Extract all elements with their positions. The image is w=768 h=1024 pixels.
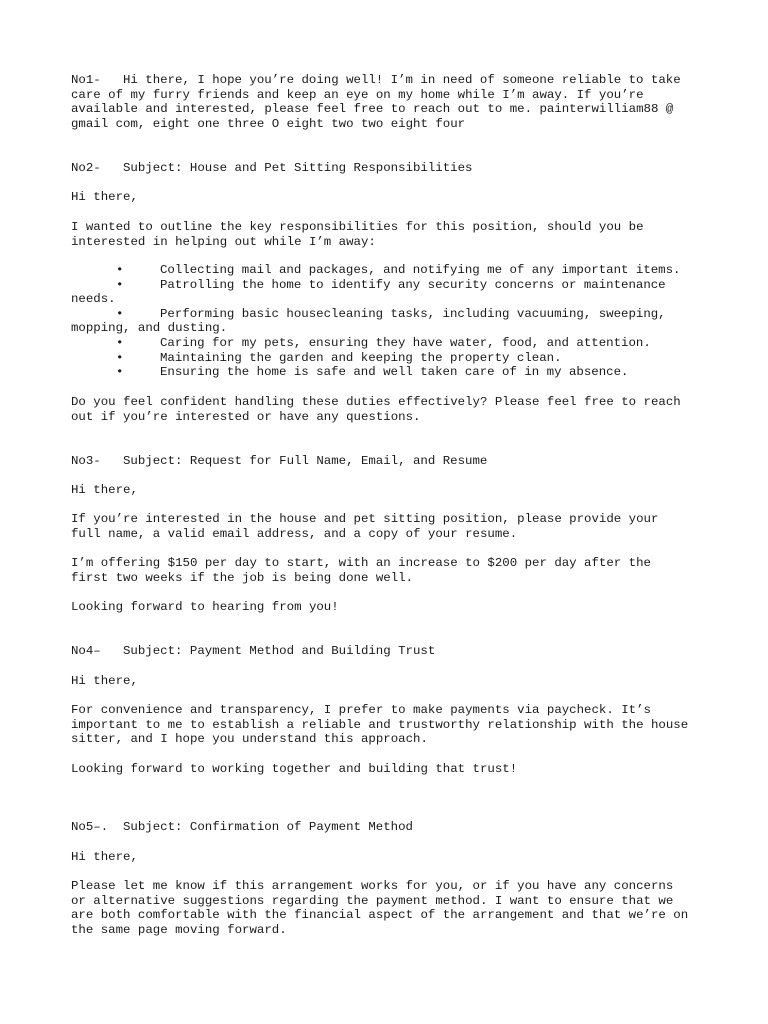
message-text-line: care of my furry friends and keep an eye on my home while I’m away. If you’re: [71, 87, 644, 102]
message-subject: Subject: Confirmation of Payment Method: [123, 820, 413, 834]
bullet-icon: •: [116, 277, 124, 292]
message-1: [71, 73, 711, 88]
message-text-line: interested in helping out while I’m away:: [71, 234, 376, 249]
list-item-text: Patrolling the home to identify any security concerns or maintenance: [160, 277, 666, 292]
bullet-icon: •: [116, 350, 124, 365]
message-text-line: Please let me know if this arrangement works for you, or if you have any concerns: [71, 879, 674, 893]
message-greeting: Hi there,: [71, 674, 138, 688]
list-item-text: Maintaining the garden and keeping the property clean.: [160, 350, 562, 365]
bullet-icon: •: [116, 263, 124, 277]
message-greeting: Hi there,: [71, 850, 138, 864]
message-text-line: Looking forward to hearing from you!: [71, 600, 339, 614]
message-text-line: full name, a valid email address, and a copy of your resume.: [71, 526, 518, 541]
message-greeting: Hi there,: [71, 190, 138, 204]
list-item-text: Performing basic housecleaning tasks, including vacuuming, sweeping,: [160, 306, 666, 321]
bullet-icon: •: [116, 306, 124, 321]
message-text-line: gmail com, eight one three O eight two two eight four: [71, 116, 466, 131]
message-text-line: Looking forward to working together and building that trust!: [71, 762, 518, 776]
message-greeting: Hi there,: [71, 483, 138, 497]
message-3-header: [71, 454, 711, 469]
message-text-line: For convenience and transparency, I prefer to make payments via paycheck. It’s: [71, 703, 651, 717]
list-item-text: needs.: [71, 292, 116, 307]
message-text-line: available and interested, please feel free to reach out to me. painterwilliam88 @: [71, 102, 674, 117]
message-subject: Subject: Payment Method and Building Trust: [123, 644, 436, 658]
bullet-icon: •: [116, 336, 124, 350]
message-text-line: the same page moving forward.: [71, 922, 287, 937]
list-item-text: Caring for my pets, ensuring they have water, food, and attention.: [160, 336, 651, 350]
message-5-header: [71, 820, 711, 835]
list-item-text: mopping, and dusting.: [71, 321, 228, 336]
message-text-line: are both comfortable with the financial aspect of the arrangement and that we’re on: [71, 908, 689, 923]
message-2-header: [71, 161, 711, 176]
message-text-line: Do you feel confident handling these duties effectively? Please feel free to reach: [71, 395, 681, 409]
list-item-text: Ensuring the home is safe and well taken care of in my absence.: [160, 365, 629, 380]
message-number: No3-: [71, 454, 101, 468]
message-text-line: first two weeks if the job is being done well.: [71, 570, 414, 585]
message-number: No2-: [71, 161, 101, 175]
list-item-text: Collecting mail and packages, and notifying me of any important items.: [160, 263, 681, 277]
message-4-header: [71, 644, 711, 659]
message-text-line: If you’re interested in the house and pet sitting position, please provide your: [71, 512, 659, 526]
bullet-icon: •: [116, 365, 124, 380]
message-number: No5–.: [71, 820, 109, 834]
message-text-line: I wanted to outline the key responsibilities for this position, should you be: [71, 220, 644, 234]
message-text-line: important to me to establish a reliable and trustworthy relationship with the house: [71, 717, 689, 732]
message-text-line: Hi there, I hope you’re doing well! I’m in need of someone reliable to take: [123, 73, 681, 87]
message-number: No1-: [71, 73, 101, 87]
message-text-line: out if you’re interested or have any questions.: [71, 409, 421, 424]
message-subject: Subject: Request for Full Name, Email, and Resume: [123, 454, 488, 468]
message-number: No4–: [71, 644, 101, 658]
message-text-line: sitter, and I hope you understand this approach.: [71, 732, 428, 747]
message-subject: Subject: House and Pet Sitting Responsibilities: [123, 161, 473, 175]
message-text-line: or alternative suggestions regarding the payment method. I want to ensure that we: [71, 893, 674, 908]
message-text-line: I’m offering $150 per day to start, with an increase to $200 per day after the: [71, 556, 651, 570]
